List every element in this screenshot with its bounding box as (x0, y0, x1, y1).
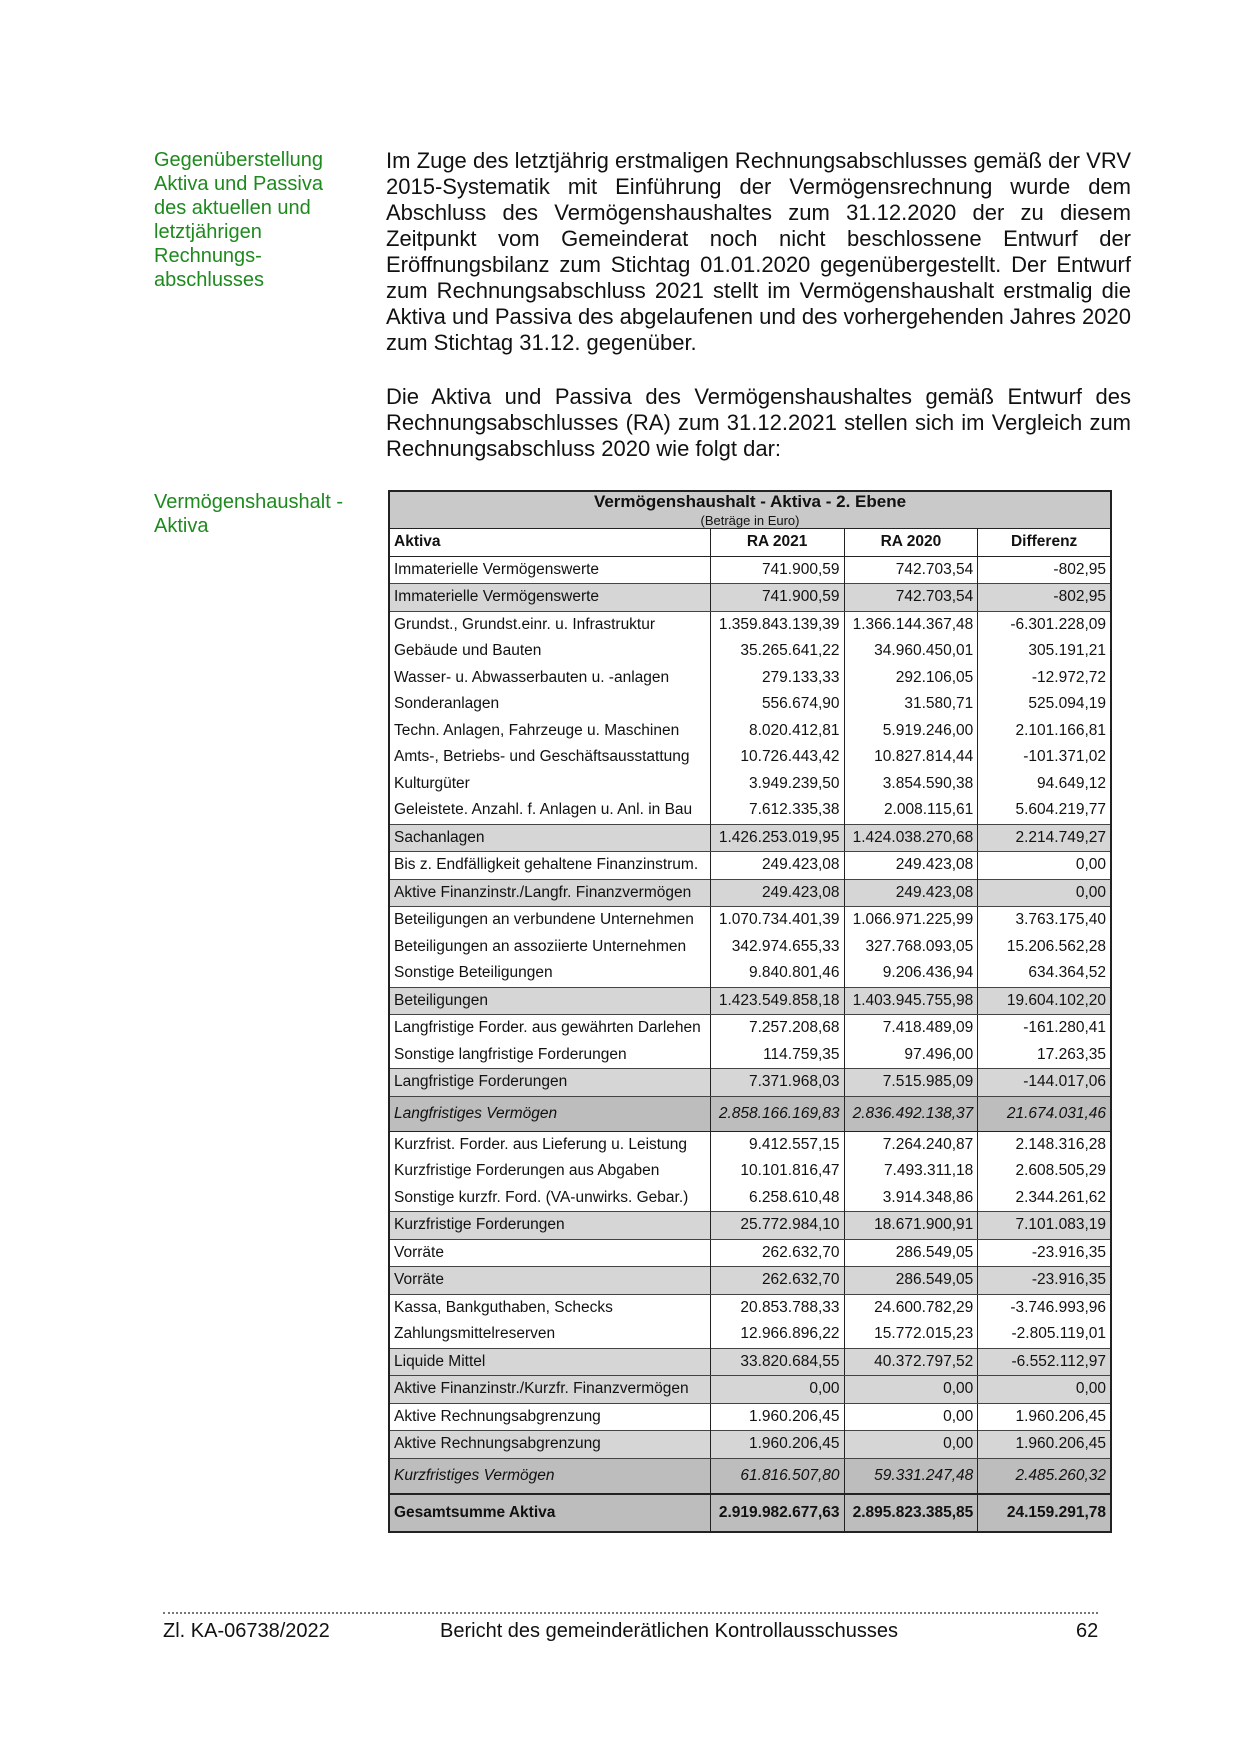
sidebar-heading-assets (154, 490, 354, 538)
cell-label: Grundst., Grundst.einr. u. Infrastruktur (389, 611, 710, 638)
table-row (389, 744, 1111, 771)
cell-ra2021: 10.101.816,47 (710, 1158, 844, 1185)
cell-label: Beteiligungen (389, 987, 710, 1015)
table-row-subtotal (389, 1069, 1111, 1097)
cell-ra2020: 5.919.246,00 (844, 718, 978, 745)
cell-ra2020: 742.703,54 (844, 584, 978, 612)
cell-label: Sachanlagen (389, 824, 710, 852)
cell-ra2021: 9.412.557,15 (710, 1131, 844, 1158)
cell-ra2020: 59.331.247,48 (844, 1458, 978, 1494)
cell-label: Langfristige Forderungen (389, 1069, 710, 1097)
cell-ra2021: 279.133,33 (710, 665, 844, 692)
cell-differenz: -101.371,02 (978, 744, 1111, 771)
cell-ra2021: 6.258.610,48 (710, 1185, 844, 1212)
cell-differenz: 24.159.291,78 (978, 1494, 1111, 1532)
cell-label: Sonstige langfristige Forderungen (389, 1042, 710, 1069)
cell-ra2020: 7.418.489,09 (844, 1015, 978, 1042)
cell-differenz: 305.191,21 (978, 638, 1111, 665)
table-row-grand-total (389, 1494, 1111, 1532)
cell-ra2020: 1.366.144.367,48 (844, 611, 978, 638)
cell-ra2020: 1.066.971.225,99 (844, 907, 978, 934)
cell-label: Vorräte (389, 1239, 710, 1267)
cell-ra2021: 0,00 (710, 1376, 844, 1404)
table-row-subtotal (389, 987, 1111, 1015)
cell-differenz: 2.608.505,29 (978, 1158, 1111, 1185)
cell-differenz: -23.916,35 (978, 1267, 1111, 1295)
cell-ra2020: 18.671.900,91 (844, 1212, 978, 1240)
table-row-subtotal (389, 1348, 1111, 1376)
cell-ra2020: 292.106,05 (844, 665, 978, 692)
table-row-subtotal (389, 1458, 1111, 1494)
cell-ra2020: 286.549,05 (844, 1267, 978, 1295)
cell-differenz: 0,00 (978, 879, 1111, 907)
sidebar-heading-line: Gegenüberstellung (154, 149, 324, 171)
table-row (389, 960, 1111, 987)
cell-ra2020: 286.549,05 (844, 1239, 978, 1267)
cell-ra2021: 342.974.655,33 (710, 934, 844, 961)
cell-ra2020: 9.206.436,94 (844, 960, 978, 987)
cell-label: Kurzfristiges Vermögen (389, 1458, 710, 1494)
table-row-subtotal (389, 584, 1111, 612)
cell-ra2021: 114.759,35 (710, 1042, 844, 1069)
cell-differenz: -6.552.112,97 (978, 1348, 1111, 1376)
cell-differenz: -802,95 (978, 556, 1111, 584)
cell-ra2020: 742.703,54 (844, 556, 978, 584)
cell-differenz: -6.301.228,09 (978, 611, 1111, 638)
sidebar-heading-line: abschlusses (154, 269, 265, 291)
cell-ra2021: 556.674,90 (710, 691, 844, 718)
table-row (389, 771, 1111, 798)
cell-label: Immaterielle Vermögenswerte (389, 556, 710, 584)
cell-ra2021: 3.949.239,50 (710, 771, 844, 798)
cell-differenz: 94.649,12 (978, 771, 1111, 798)
cell-differenz: -23.916,35 (978, 1239, 1111, 1267)
cell-label: Immaterielle Vermögenswerte (389, 584, 710, 612)
cell-differenz: 2.101.166,81 (978, 718, 1111, 745)
cell-label: Kurzfrist. Forder. aus Lieferung u. Leistung (389, 1131, 710, 1158)
cell-label: Kurzfristige Forderungen aus Abgaben (389, 1158, 710, 1185)
cell-differenz: 525.094,19 (978, 691, 1111, 718)
table-row (389, 1015, 1111, 1042)
footer-reference: Zl. KA-06738/2022 (163, 1620, 330, 1642)
assets-table (388, 490, 1112, 1533)
page-number: 62 (1076, 1620, 1099, 1642)
table-row (389, 1131, 1111, 1158)
cell-label: Aktive Rechnungsabgrenzung (389, 1431, 710, 1459)
cell-differenz: 5.604.219,77 (978, 797, 1111, 824)
sidebar-heading-line: Vermögenshaushalt - (154, 491, 344, 513)
cell-label: Wasser- u. Abwasserbauten u. -anlagen (389, 665, 710, 692)
cell-label: Gebäude und Bauten (389, 638, 710, 665)
cell-label: Techn. Anlagen, Fahrzeuge u. Maschinen (389, 718, 710, 745)
table-row (389, 852, 1111, 880)
column-header-differenz: Differenz (978, 529, 1111, 557)
intro-paragraph: Im Zuge des letztjährig erstmaligen Rechnungsabschlusses gemäß der VRV 2015-Systematik mit Einführung der Vermögensrechnung wurde dem Abschluss des Vermögenshaushaltes zum 31.12.2020 der zu diesem Zeitpunkt vom Gemeinderat noch nicht beschlossene Entwurf der Eröffnungsbilanz zum Stichtag 01.01.2020 gegenübergestellt. Der Entwurf zum Rechnungsabschluss 2021 stellt im Vermögenshaushalt erstmalig die Aktiva und Passiva des abgelaufenen und des vorhergehenden Jahres 2020 zum Stichtag 31.12. gegenüber. (386, 148, 1131, 355)
cell-ra2021: 7.257.208,68 (710, 1015, 844, 1042)
cell-ra2020: 7.493.311,18 (844, 1158, 978, 1185)
cell-differenz: 0,00 (978, 852, 1111, 880)
cell-ra2020: 24.600.782,29 (844, 1294, 978, 1321)
cell-ra2021: 262.632,70 (710, 1239, 844, 1267)
cell-ra2021: 25.772.984,10 (710, 1212, 844, 1240)
table-title-row (389, 491, 1111, 529)
cell-ra2021: 741.900,59 (710, 584, 844, 612)
cell-ra2021: 20.853.788,33 (710, 1294, 844, 1321)
column-header-ra2021: RA 2021 (710, 529, 844, 557)
cell-differenz: 2.214.749,27 (978, 824, 1111, 852)
cell-differenz: 2.148.316,28 (978, 1131, 1111, 1158)
sidebar-heading-line: Rechnungs- (154, 245, 262, 267)
cell-ra2021: 262.632,70 (710, 1267, 844, 1295)
cell-label: Sonderanlagen (389, 691, 710, 718)
cell-ra2020: 7.515.985,09 (844, 1069, 978, 1097)
sidebar-heading-line: Aktiva und Passiva (154, 173, 323, 195)
column-header-ra2020: RA 2020 (844, 529, 978, 557)
cell-ra2021: 8.020.412,81 (710, 718, 844, 745)
table-row (389, 1294, 1111, 1321)
cell-ra2020: 2.836.492.138,37 (844, 1096, 978, 1131)
cell-label: Kulturgüter (389, 771, 710, 798)
cell-ra2021: 1.070.734.401,39 (710, 907, 844, 934)
cell-ra2021: 249.423,08 (710, 852, 844, 880)
cell-ra2021: 1.960.206,45 (710, 1403, 844, 1431)
cell-label: Sonstige kurzfr. Ford. (VA-unwirks. Gebar.) (389, 1185, 710, 1212)
table-row-subtotal (389, 1096, 1111, 1131)
cell-ra2020: 327.768.093,05 (844, 934, 978, 961)
cell-label: Langfristige Forder. aus gewährten Darlehen (389, 1015, 710, 1042)
table-row (389, 556, 1111, 584)
table-row-subtotal (389, 824, 1111, 852)
sidebar-heading-comparison (154, 148, 354, 292)
cell-ra2021: 2.858.166.169,83 (710, 1096, 844, 1131)
cell-ra2020: 31.580,71 (844, 691, 978, 718)
cell-differenz: 7.101.083,19 (978, 1212, 1111, 1240)
cell-label: Liquide Mittel (389, 1348, 710, 1376)
cell-differenz: 1.960.206,45 (978, 1403, 1111, 1431)
cell-ra2021: 35.265.641,22 (710, 638, 844, 665)
table-row (389, 1042, 1111, 1069)
comparison-paragraph: Die Aktiva und Passiva des Vermögenshaushaltes gemäß Entwurf des Rechnungsabschlusses (RA) zum 31.12.2021 stellen sich im Vergleich zum Rechnungsabschluss 2020 wie folgt dar: (386, 384, 1131, 461)
sidebar-heading-line: letztjährigen (154, 221, 262, 243)
footer-title: Bericht des gemeinderätlichen Kontrollausschusses (440, 1620, 899, 1642)
cell-ra2020: 1.403.945.755,98 (844, 987, 978, 1015)
table-header-row (389, 529, 1111, 557)
table-body (389, 556, 1111, 1532)
table-row (389, 934, 1111, 961)
table-row (389, 797, 1111, 824)
cell-differenz: 634.364,52 (978, 960, 1111, 987)
table-row-subtotal (389, 879, 1111, 907)
table-row (389, 1321, 1111, 1348)
cell-differenz: 0,00 (978, 1376, 1111, 1404)
table-row (389, 1185, 1111, 1212)
cell-differenz: -2.805.119,01 (978, 1321, 1111, 1348)
cell-label: Sonstige Beteiligungen (389, 960, 710, 987)
table-title: Vermögenshaushalt - Aktiva - 2. Ebene (593, 492, 907, 511)
cell-ra2020: 0,00 (844, 1403, 978, 1431)
cell-label: Gesamtsumme Aktiva (389, 1494, 710, 1532)
cell-differenz: 15.206.562,28 (978, 934, 1111, 961)
cell-label: Aktive Finanzinstr./Kurzfr. Finanzvermögen (389, 1376, 710, 1404)
cell-differenz: -802,95 (978, 584, 1111, 612)
cell-ra2021: 9.840.801,46 (710, 960, 844, 987)
cell-ra2020: 0,00 (844, 1376, 978, 1404)
column-header-aktiva: Aktiva (389, 529, 710, 557)
cell-ra2020: 2.895.823.385,85 (844, 1494, 978, 1532)
cell-ra2020: 1.424.038.270,68 (844, 824, 978, 852)
cell-ra2020: 34.960.450,01 (844, 638, 978, 665)
cell-differenz: 2.344.261,62 (978, 1185, 1111, 1212)
cell-label: Bis z. Endfälligkeit gehaltene Finanzinstrum. (389, 852, 710, 880)
cell-ra2021: 7.371.968,03 (710, 1069, 844, 1097)
cell-label: Beteiligungen an verbundene Unternehmen (389, 907, 710, 934)
table-row (389, 1239, 1111, 1267)
cell-ra2021: 10.726.443,42 (710, 744, 844, 771)
table-row (389, 1403, 1111, 1431)
cell-ra2021: 7.612.335,38 (710, 797, 844, 824)
sidebar-heading-line: Aktiva (154, 515, 209, 537)
cell-differenz: 21.674.031,46 (978, 1096, 1111, 1131)
cell-ra2020: 2.008.115,61 (844, 797, 978, 824)
cell-ra2020: 249.423,08 (844, 852, 978, 880)
cell-ra2021: 1.960.206,45 (710, 1431, 844, 1459)
cell-ra2021: 33.820.684,55 (710, 1348, 844, 1376)
cell-ra2021: 61.816.507,80 (710, 1458, 844, 1494)
cell-differenz: -3.746.993,96 (978, 1294, 1111, 1321)
cell-ra2020: 40.372.797,52 (844, 1348, 978, 1376)
cell-label: Langfristiges Vermögen (389, 1096, 710, 1131)
cell-ra2020: 7.264.240,87 (844, 1131, 978, 1158)
cell-ra2020: 0,00 (844, 1431, 978, 1459)
cell-differenz: 17.263,35 (978, 1042, 1111, 1069)
cell-label: Aktive Finanzinstr./Langfr. Finanzvermögen (389, 879, 710, 907)
cell-differenz: 2.485.260,32 (978, 1458, 1111, 1494)
cell-differenz: 1.960.206,45 (978, 1431, 1111, 1459)
table-row-subtotal (389, 1212, 1111, 1240)
cell-differenz: -12.972,72 (978, 665, 1111, 692)
cell-label: Geleistete. Anzahl. f. Anlagen u. Anl. in Bau (389, 797, 710, 824)
table-row (389, 907, 1111, 934)
cell-label: Amts-, Betriebs- und Geschäftsausstattung (389, 744, 710, 771)
cell-ra2020: 97.496,00 (844, 1042, 978, 1069)
table-row (389, 638, 1111, 665)
cell-label: Vorräte (389, 1267, 710, 1295)
footer-divider (163, 1612, 1098, 1614)
table-row (389, 691, 1111, 718)
cell-differenz: -144.017,06 (978, 1069, 1111, 1097)
table-subtitle: (Beträge in Euro) (700, 513, 800, 528)
cell-ra2021: 1.423.549.858,18 (710, 987, 844, 1015)
table-row (389, 1158, 1111, 1185)
table-row-subtotal (389, 1376, 1111, 1404)
table-row-subtotal (389, 1431, 1111, 1459)
cell-ra2020: 3.854.590,38 (844, 771, 978, 798)
cell-ra2021: 2.919.982.677,63 (710, 1494, 844, 1532)
cell-ra2021: 12.966.896,22 (710, 1321, 844, 1348)
cell-ra2021: 1.426.253.019,95 (710, 824, 844, 852)
cell-differenz: -161.280,41 (978, 1015, 1111, 1042)
cell-label: Zahlungsmittelreserven (389, 1321, 710, 1348)
cell-differenz: 19.604.102,20 (978, 987, 1111, 1015)
cell-label: Aktive Rechnungsabgrenzung (389, 1403, 710, 1431)
table-row-subtotal (389, 1267, 1111, 1295)
cell-ra2020: 10.827.814,44 (844, 744, 978, 771)
cell-differenz: 3.763.175,40 (978, 907, 1111, 934)
sidebar-heading-line: des aktuellen und (154, 197, 311, 219)
cell-ra2021: 249.423,08 (710, 879, 844, 907)
cell-ra2020: 15.772.015,23 (844, 1321, 978, 1348)
cell-label: Kurzfristige Forderungen (389, 1212, 710, 1240)
cell-label: Kassa, Bankguthaben, Schecks (389, 1294, 710, 1321)
cell-ra2020: 249.423,08 (844, 879, 978, 907)
table-row (389, 665, 1111, 692)
table-row (389, 611, 1111, 638)
cell-ra2021: 741.900,59 (710, 556, 844, 584)
cell-label: Beteiligungen an assoziierte Unternehmen (389, 934, 710, 961)
table-row (389, 718, 1111, 745)
cell-ra2021: 1.359.843.139,39 (710, 611, 844, 638)
cell-ra2020: 3.914.348,86 (844, 1185, 978, 1212)
